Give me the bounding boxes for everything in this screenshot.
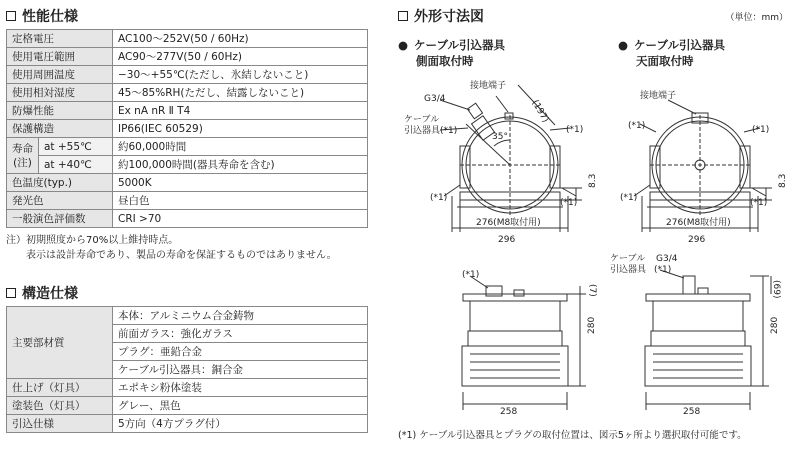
perf-label: 保護構造 [7,120,113,138]
perf-spec-title: 性能仕様 [22,9,78,25]
struct-value: グレー、黒色 [113,397,368,415]
side-caption-line2: 側面取付時 [416,54,474,68]
dim-197: (197) [529,98,551,125]
dim-83: 8.3 [778,173,788,188]
perf-label: 定格電圧 [7,30,113,48]
top-mount-top-view [634,100,772,232]
material-value: プラグ：亜鉛合金 [113,343,368,361]
dim-83: 8.3 [588,173,598,188]
mark-1: (*1) [654,265,672,275]
life-condition: at +55℃ [39,138,113,156]
life-note-line2: 表示は設計寿命であり、製品の寿命を保証するものではありません。 [26,250,337,261]
dim-296: 296 [498,235,516,245]
top-caption-line2: 天面取付時 [636,54,694,68]
dim-280: 280 [770,316,780,334]
life-value: 約100,000時間(器具寿命を含む) [113,156,368,174]
dim-35: 35° [492,132,508,142]
struct-value: 5方向（4方プラグ付） [113,415,368,433]
material-label: 主要部材質 [7,307,113,379]
bullet-icon: ● [398,38,409,52]
bullet-icon: ● [618,38,629,52]
mark-1: (*1) [752,125,770,135]
perf-label: 使用周囲温度 [7,66,113,84]
life-value: 約60,000時間 [113,138,368,156]
footnote: (*1) ケーブル引込器具とプラグの取付位置は、図示5ヶ所より選択取付可能です。 [398,430,747,441]
dim-276: 276(M8取付用) [666,218,731,228]
dim-296: 296 [688,235,706,245]
struct-label: 塗装色（灯具） [7,397,113,415]
perf-value: IP66(IEC 60529) [113,120,368,138]
unit-label: （単位：mm） [725,13,788,23]
perf-label: 防爆性能 [7,102,113,120]
dim-280: 280 [587,316,597,334]
struct-spec-title: 構造仕様 [22,286,78,302]
perf-value: CRI >70 [113,210,368,228]
perf-label: 発光色 [7,192,113,210]
cable-label: ケーブル [404,115,440,125]
material-value: 本体：アルミニウム合金鋳物 [113,307,368,325]
dimension-title: 外形寸法図 [414,9,484,25]
struct-value: エポキシ粉体塗装 [113,379,368,397]
mark-1: (*1) [566,125,584,135]
ground-terminal-label: 接地端子 [470,81,507,91]
perf-value: 5000K [113,174,368,192]
perf-value: AC100〜252V(50 / 60Hz) [113,30,368,48]
cable-label-top-2: 引込器具 [610,265,647,275]
life-note-line1: 注）初期照度から70%以上維持時点。 [6,235,179,246]
g34-label: G3/4 [656,254,678,264]
ground-terminal-label: 接地端子 [640,91,677,101]
mark-1: (*1) [430,193,448,203]
dim-276: 276(M8取付用) [476,218,541,228]
dim-258: 258 [500,407,518,417]
perf-label: 使用電圧範囲 [7,48,113,66]
mark-1: (*1) [462,270,480,280]
perf-value: −30〜+55℃(ただし、氷結しないこと) [113,66,368,84]
cable-label-2: 引込器具(*1) [404,126,458,136]
cable-label-top: ケーブル [610,254,646,264]
dim-7: (7) [587,284,597,297]
g34-label: G3/4 [424,94,446,104]
mark-1: (*1) [620,193,638,203]
life-label-note: (注) [13,156,32,169]
side-mount-side-view [462,276,586,410]
side-caption-line1: ケーブル引込器具 [414,38,506,52]
mark-1: (*1) [750,198,768,208]
perf-value: 昼白色 [113,192,368,210]
side-mount-top-view [440,85,582,232]
top-mount-side-view [645,270,771,410]
life-condition: at +40℃ [39,156,113,174]
perf-label: 一般演色評価数 [7,210,113,228]
mark-1: (*1) [560,198,578,208]
perf-label: 使用相対湿度 [7,84,113,102]
struct-label: 仕上げ（灯具） [7,379,113,397]
perf-label: 色温度(typ.) [7,174,113,192]
dim-69: (69) [771,280,781,299]
perf-value: AC90〜277V(50 / 60Hz) [113,48,368,66]
life-label-main: 寿命 [12,142,33,155]
struct-label: 引込仕様 [7,415,113,433]
mark-1: (*1) [628,121,646,131]
material-value: ケーブル引込器具：銅合金 [113,361,368,379]
perf-value: 45〜85%RH(ただし、結露しないこと) [113,84,368,102]
perf-value: Ex nA nR Ⅱ T4 [113,102,368,120]
dim-258: 258 [683,407,701,417]
top-caption-line1: ケーブル引込器具 [634,38,726,52]
material-value: 前面ガラス：強化ガラス [113,325,368,343]
